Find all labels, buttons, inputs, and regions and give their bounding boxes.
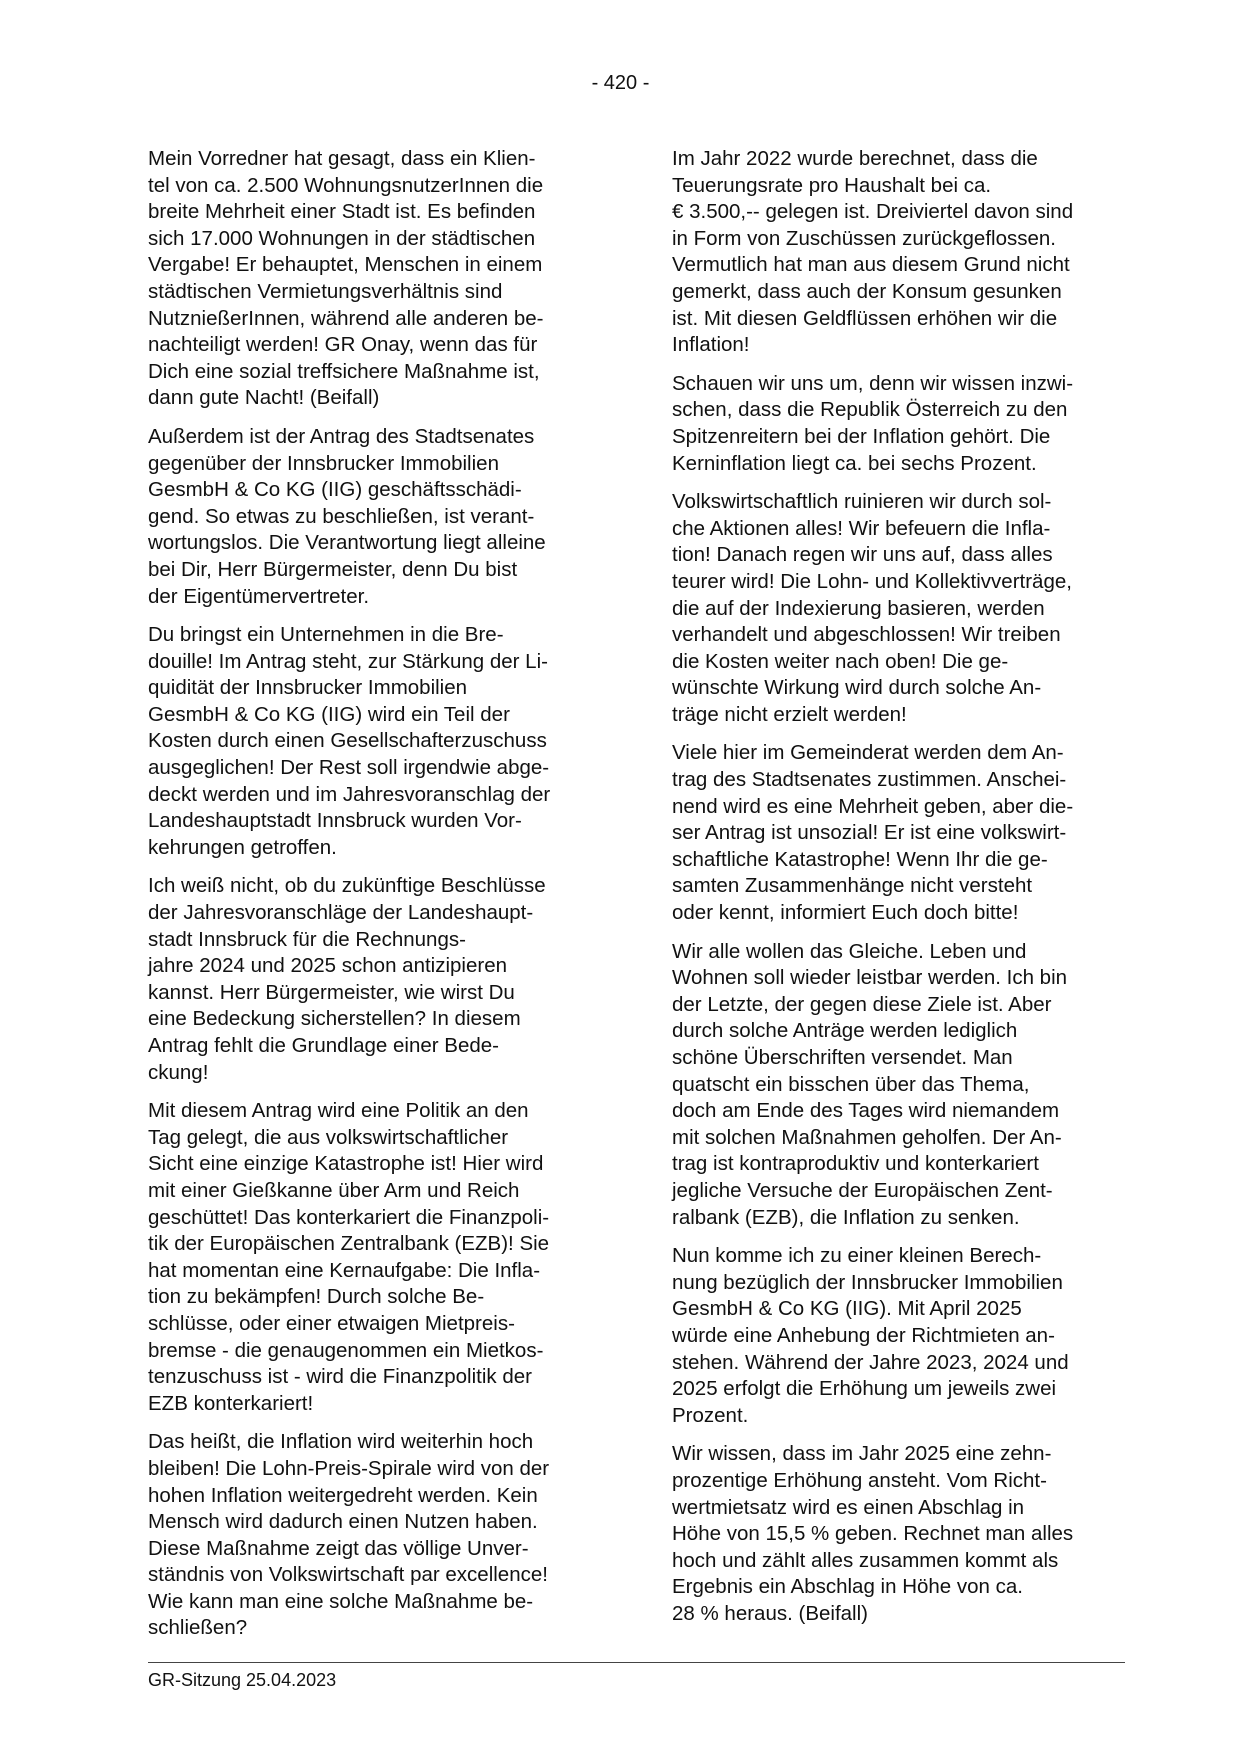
paragraph: Im Jahr 2022 wurde berechnet, dass die Teuerungsrate pro Haushalt bei ca. € 3.500,-- gelegen ist. Dreiviertel davon sind in Form von Zuschüssen zurückgeflossen. Vermutlich hat man aus diesem Grund nicht gemerkt, dass auch der Konsum gesunken ist. Mit diesen Geldflüssen erhöhen wir die Inflation! [672,147,1074,357]
paragraph: Viele hier im Gemeinderat werden dem An- trag des Stadtsenates zustimmen. Anschei- nend wird es eine Mehrheit geben, aber die- ser Antrag ist unsozial! Er ist eine volkswirt- schaftliche Katastrophe! Wenn Ihr die ge- samten Zusammenhänge nicht versteht oder kennt, informiert Euch doch bitte! [672,741,1074,925]
paragraph: Mit diesem Antrag wird eine Politik an den Tag gelegt, die aus volkswirtschaftlicher Sicht eine einzige Katastrophe ist! Hier wird mit einer Gießkanne über Arm und Reich geschüttet! Das konterkariert die Finanzpoli- tik der Europäischen Zentralbank (EZB)! Sie hat momentan eine Kernaufgabe: Die Infla- tion zu bekämpfen! Durch solche Be- schlüsse, oder einer etwaigen Mietpreis- bremse - die genaugenommen ein Mietkos- tenzuschuss ist - wird die Finanzpolitik der EZB konterkariert! [148,1099,550,1415]
paragraph: Wir alle wollen das Gleiche. Leben und Wohnen soll wieder leistbar werden. Ich bin der Letzte, der gegen diese Ziele ist. Aber durch solche Anträge werden lediglich schöne Überschriften versendet. Man quatscht ein bisschen über das Thema, doch am Ende des Tages wird niemandem mit solchen Maßnahmen geholfen. Der An- trag ist kontraproduktiv und konterkariert jegliche Versuche der Europäischen Zent- ralbank (EZB), die Inflation zu senken. [672,939,1068,1229]
paragraph: Wir wissen, dass im Jahr 2025 eine zehn- prozentige Erhöhung ansteht. Vom Richt- wertmietsatz wird es einen Abschlag in Höhe von 15,5 % geben. Rechnet man alles hoch und zählt alles zusammen kommt als Ergebnis ein Abschlag in Höhe von ca. 28 % heraus. (Beifall) [672,1442,1074,1625]
paragraph: Volkswirtschaftlich ruinieren wir durch sol- che Aktionen alles! Wir befeuern die Infla- tion! Danach regen wir uns auf, dass alles teurer wird! Die Lohn- und Kollektivverträge, die auf der Indexierung basieren, werden verhandelt und abgeschlossen! Wir treiben die Kosten weiter nach oben! Die ge- wünschte Wirkung wird durch solche An- träge nicht erzielt werden! [672,490,1072,726]
footer-divider [148,1662,1125,1663]
page-number: - 420 - [591,72,650,94]
left-column [148,146,606,1654]
paragraph: Nun komme ich zu einer kleinen Berech- nung bezüglich der Innsbrucker Immobilien GesmbH & Co KG (IIG). Mit April 2025 würde eine Anhebung der Richtmieten an- stehen. Während der Jahre 2023, 2024 und 2025 erfolgt die Erhöhung um jeweils zwei Prozent. [672,1244,1069,1427]
paragraph: Du bringst ein Unternehmen in die Bre- douille! Im Antrag steht, zur Stärkung der Li- quidität der Innsbrucker Immobilien GesmbH & Co KG (IIG) wird ein Teil der Kosten durch einen Gesellschafterzuschuss ausgeglichen! Der Rest soll irgendwie abge- deckt werden und im Jahresvoranschlag der Landeshauptstadt Innsbruck wurden Vor- kehrungen getroffen. [148,623,551,859]
paragraph: Schauen wir uns um, denn wir wissen inzwi- schen, dass die Republik Österreich zu den Spitzenreitern bei der Inflation gehört. Die Kerninflation liegt ca. bei sechs Prozent. [672,371,1074,475]
paragraph: Das heißt, die Inflation wird weiterhin hoch bleiben! Die Lohn-Preis-Spirale wird von der hohen Inflation weitergedreht werden. Kein Mensch wird dadurch einen Nutzen haben. Diese Maßnahme zeigt das völlige Unver- ständnis von Volkswirtschaft par excellence! Wie kann man eine solche Maßnahme be- schließen? [148,1430,550,1640]
paragraph: Außerdem ist der Antrag des Stadtsenates gegenüber der Innsbrucker Immobilien GesmbH & Co KG (IIG) geschäftsschädi- gend. So etwas zu beschließen, ist verant- wortungslos. Die Verantwortung liegt alleine bei Dir, Herr Bürgermeister, denn Du bist der Eigentümervertreter. [148,424,546,608]
paragraph: Mein Vorredner hat gesagt, dass ein Klien- tel von ca. 2.500 WohnungsnutzerInnen die breite Mehrheit einer Stadt ist. Es befinden sich 17.000 Wohnungen in der städtischen Vergabe! Er behauptet, Menschen in einem städtischen Vermietungsverhältnis sind NutznießerInnen, während alle anderen be- nachteiligt werden! GR Onay, wenn das für Dich eine sozial treffsichere Maßnahme ist, dann gute Nacht! (Beifall) [148,147,544,410]
paragraph: Ich weiß nicht, ob du zukünftige Beschlüsse der Jahresvoranschläge der Landeshaupt- stadt Innsbruck für die Rechnungs- jahre 2024 und 2025 schon antizipieren kannst. Herr Bürgermeister, wie wirst Du eine Bedeckung sicherstellen? In diesem Antrag fehlt die Grundlage einer Bede- ckung! [148,874,546,1084]
footer-session-date: GR-Sitzung 25.04.2023 [148,1670,337,1690]
right-column [672,146,1130,1639]
